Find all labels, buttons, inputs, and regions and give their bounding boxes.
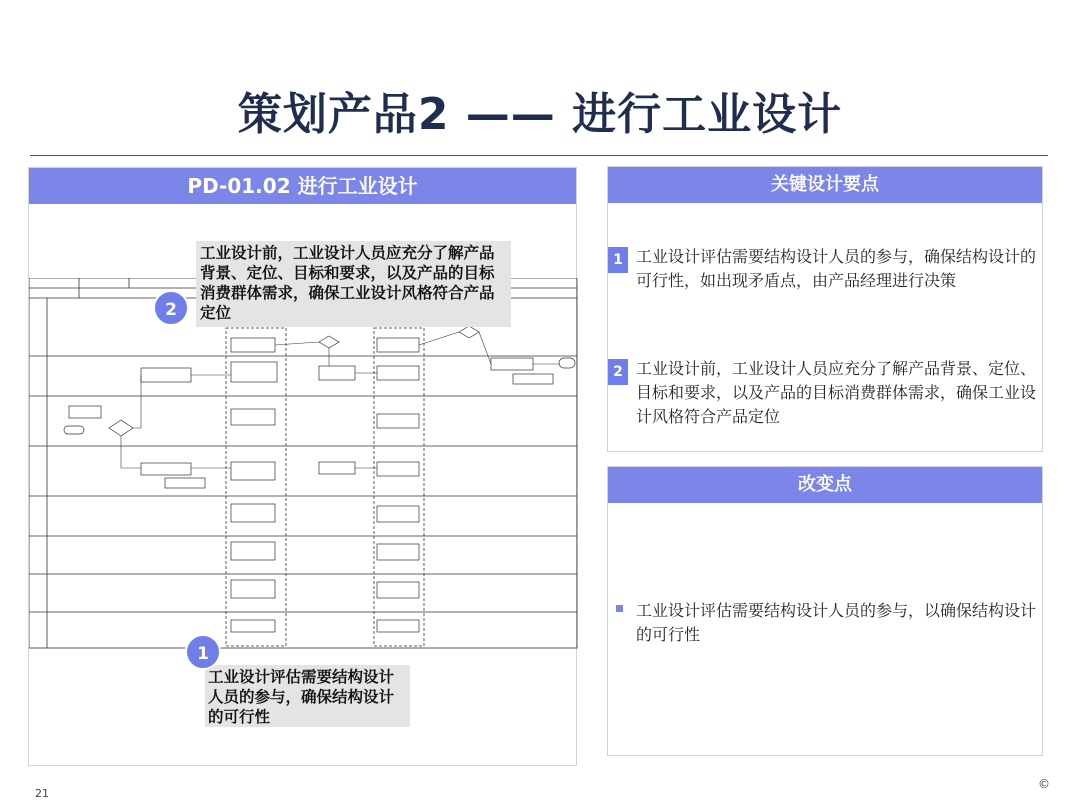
process-box bbox=[377, 462, 419, 476]
process-box bbox=[231, 362, 277, 382]
process-box bbox=[377, 414, 419, 428]
key-point-text: 工业设计评估需要结构设计人员的参与，确保结构设计的可行性，如出现矛盾点，由产品经理进行决策 bbox=[636, 247, 1037, 290]
process-box bbox=[377, 544, 419, 560]
process-box bbox=[231, 542, 275, 560]
process-box bbox=[491, 358, 533, 370]
process-box bbox=[231, 338, 275, 352]
process-box bbox=[69, 406, 101, 418]
process-box bbox=[319, 462, 355, 474]
process-box bbox=[319, 366, 355, 380]
process-box bbox=[231, 580, 275, 598]
process-panel-header: PD-01.02 进行工业设计 bbox=[29, 168, 576, 204]
process-box bbox=[231, 462, 275, 480]
key-point-number: 1 bbox=[608, 247, 628, 273]
process-box bbox=[377, 620, 419, 632]
process-box bbox=[231, 504, 275, 522]
process-box bbox=[141, 463, 191, 475]
copyright-mark: © bbox=[1038, 777, 1050, 791]
decision-node bbox=[319, 336, 339, 348]
process-terminator bbox=[64, 426, 84, 434]
change-point-text: 工业设计评估需要结构设计人员的参与，以确保结构设计的可行性 bbox=[636, 601, 1037, 644]
key-points-header: 关键设计要点 bbox=[608, 167, 1042, 203]
process-flowchart bbox=[29, 278, 578, 810]
process-terminator bbox=[559, 358, 575, 368]
flowchart-diagram bbox=[29, 278, 578, 810]
decision-node bbox=[459, 326, 479, 338]
change-points-panel bbox=[607, 466, 1043, 756]
callout-badge-2: 2 bbox=[153, 290, 189, 326]
page-number: 21 bbox=[35, 787, 49, 800]
callout-badge-1: 1 bbox=[185, 634, 221, 670]
page-title: 策划产品2 —— 进行工业设计 bbox=[237, 89, 843, 140]
process-box bbox=[141, 368, 191, 382]
process-box bbox=[377, 366, 419, 380]
process-box bbox=[377, 338, 419, 352]
swimlane-table bbox=[29, 278, 577, 648]
key-point-text: 工业设计前，工业设计人员应充分了解产品背景、定位、目标和要求，以及产品的目标消费群体需求，确保工业设计风格符合产品定位 bbox=[636, 359, 1037, 426]
process-box bbox=[165, 478, 205, 488]
process-box bbox=[231, 409, 275, 425]
process-box bbox=[513, 374, 553, 384]
change-points-header: 改变点 bbox=[608, 467, 1042, 503]
square-bullet-icon bbox=[616, 605, 623, 612]
key-points-panel bbox=[607, 166, 1043, 452]
decision-node bbox=[109, 420, 133, 436]
key-point-number: 2 bbox=[608, 359, 628, 385]
title-divider bbox=[30, 155, 1048, 156]
callout-structure-review: 工业设计评估需要结构设计人员的参与，确保结构设计的可行性 bbox=[205, 665, 410, 727]
process-box bbox=[377, 582, 419, 598]
process-box bbox=[377, 506, 419, 522]
callout-design-preparation: 工业设计前，工业设计人员应充分了解产品背景、定位、目标和要求，以及产品的目标消费群体需求，确保工业设计风格符合产品定位 bbox=[196, 241, 511, 327]
process-box bbox=[231, 620, 275, 632]
